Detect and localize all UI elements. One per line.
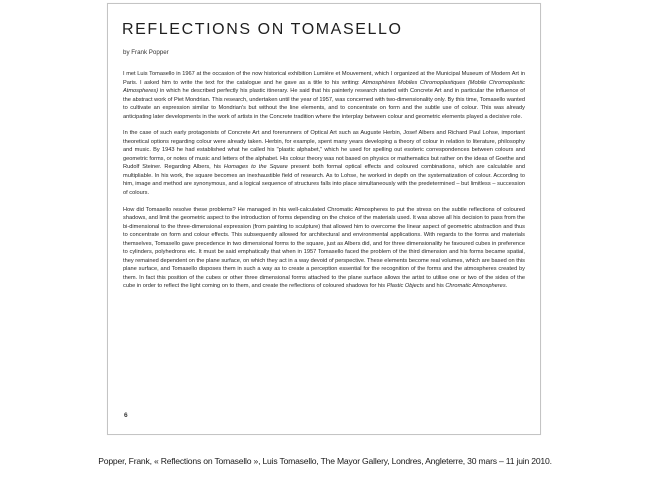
italic-title-run: Homages to the Square — [223, 164, 288, 171]
citation-caption: Popper, Frank, « Reflections on Tomasello », Luis Tomasello, The Mayor Gallery, Londres, Angleterre, 30 mars – 11 juin 2010. — [98, 456, 552, 466]
article-body — [123, 70, 525, 299]
text-run: I met Luis Tomasello in 1967 at the occasion of the now historical exhibition Lumière et Mouvement, which I organized at the Municipal Museum of Modern Art in Paris. I asked him to write the text for the catalogue and he gave as a title to his writing: — [123, 71, 525, 86]
article-title: REFLECTIONS ON TOMASELLO — [122, 21, 403, 38]
italic-title-run: Chromatic Atmospheres — [445, 283, 506, 290]
document-page — [107, 3, 541, 435]
text-run: . — [505, 283, 508, 290]
text-run: How did Tomasello resolve these problems? He managed in his well-calculated Chromatic Atmospheres to put the stress on the subtle reflections of coloured shadows, and limit the geometric aspect to the introduction of forms depending on the choice of the materials used. It was above all his decision to pass from the bi-dimensional to the three-dimensional expression (from painting to sculpture) that allowed him to overcome the linear aspect of geometric abstraction and thus to concentrate on form and colour effects. This subsequently allowed for architectural and environmental applications. With regards to the forms and materials themselves, Tomasello gave precedence in two dimensional forms to the square, just as Albers did, and for three dimensionality he favoured cubes in preference to cylinders, polyhedrons etc. It must be said emphatically that when in 1957 Tomasello faced the problem of the third dimension and his forms became spatial, they remained dependent on the plane surface, on which they act in a way devoid of perspective. These elements become real volumes, which are based on this plane surface, and Tomasello disposes them in such a way as to create a perception essential for the recognition of the forms and the atmospheres created by them. In fact this position of the cubes or other three dimensional forms attached to the plane surface allows the artist to utilise one or two of the sides of the cube in order to reflect the light coming on to them, and create the reflections of coloured shadows for his — [123, 206, 525, 290]
paragraph-1 — [123, 70, 525, 121]
page-number: 6 — [124, 412, 128, 419]
text-run: in which he described perfectly his plastic itinerary. He said that his painterly research started with Concrete Art and in particular the influence of the abstract work of Piet Mondrian. This research, undertaken until the year of 1957, was concerned with two-dimensionality only. By this time, Tomasello wanted to cultivate an expression similar to Mondrian's but without the line elements, and to concentrate on form and the subtle use of colour. This was already anticipating later developments in the work of artists in the Concrete tradition where the interplay between colour and geometric elements played a decisive role. — [123, 88, 525, 120]
text-run: In the case of such early protagonists of Concrete Art and forerunners of Optical Art such as Auguste Herbin, Josef Albers and Richard Paul Lohse, important theoretical options regarding colour were already taken. Herbin, for example, spent many years developing a theory of colour in relation to literature, philosophy and music. By 1943 he had established what he called his "plastic alphabet," which he used for spelling out esoteric correspondences between colours and geometric forms, or notes of music and letters of the alphabet. His colour theory was not based on physics or mathematics but rather on the ideas of Goethe and Rudolf Steiner. Regarding Albers, his — [123, 130, 525, 171]
article-byline: by Frank Popper — [123, 49, 169, 56]
text-run: and his — [424, 283, 446, 290]
italic-title-run: Plastic Objects — [386, 283, 425, 290]
text-run: present both formal optical effects and coloured combinations, which are calculable and multipliable. In his work, the square becomes an inexhaustible field of research. As to Lohse, he worked in depth on the systematization of colour. According to him, image and method are synonymous, and a logical sequence of structures falls into place simultaneously with the predetermined – but limitless – succession of colours. — [123, 164, 526, 196]
italic-title-run: Atmosphères Mobiles Chromoplastiques (Mobile Chromoplastic Atmospheres) — [123, 79, 525, 94]
paragraph-3 — [123, 206, 525, 291]
paragraph-2 — [123, 129, 525, 197]
